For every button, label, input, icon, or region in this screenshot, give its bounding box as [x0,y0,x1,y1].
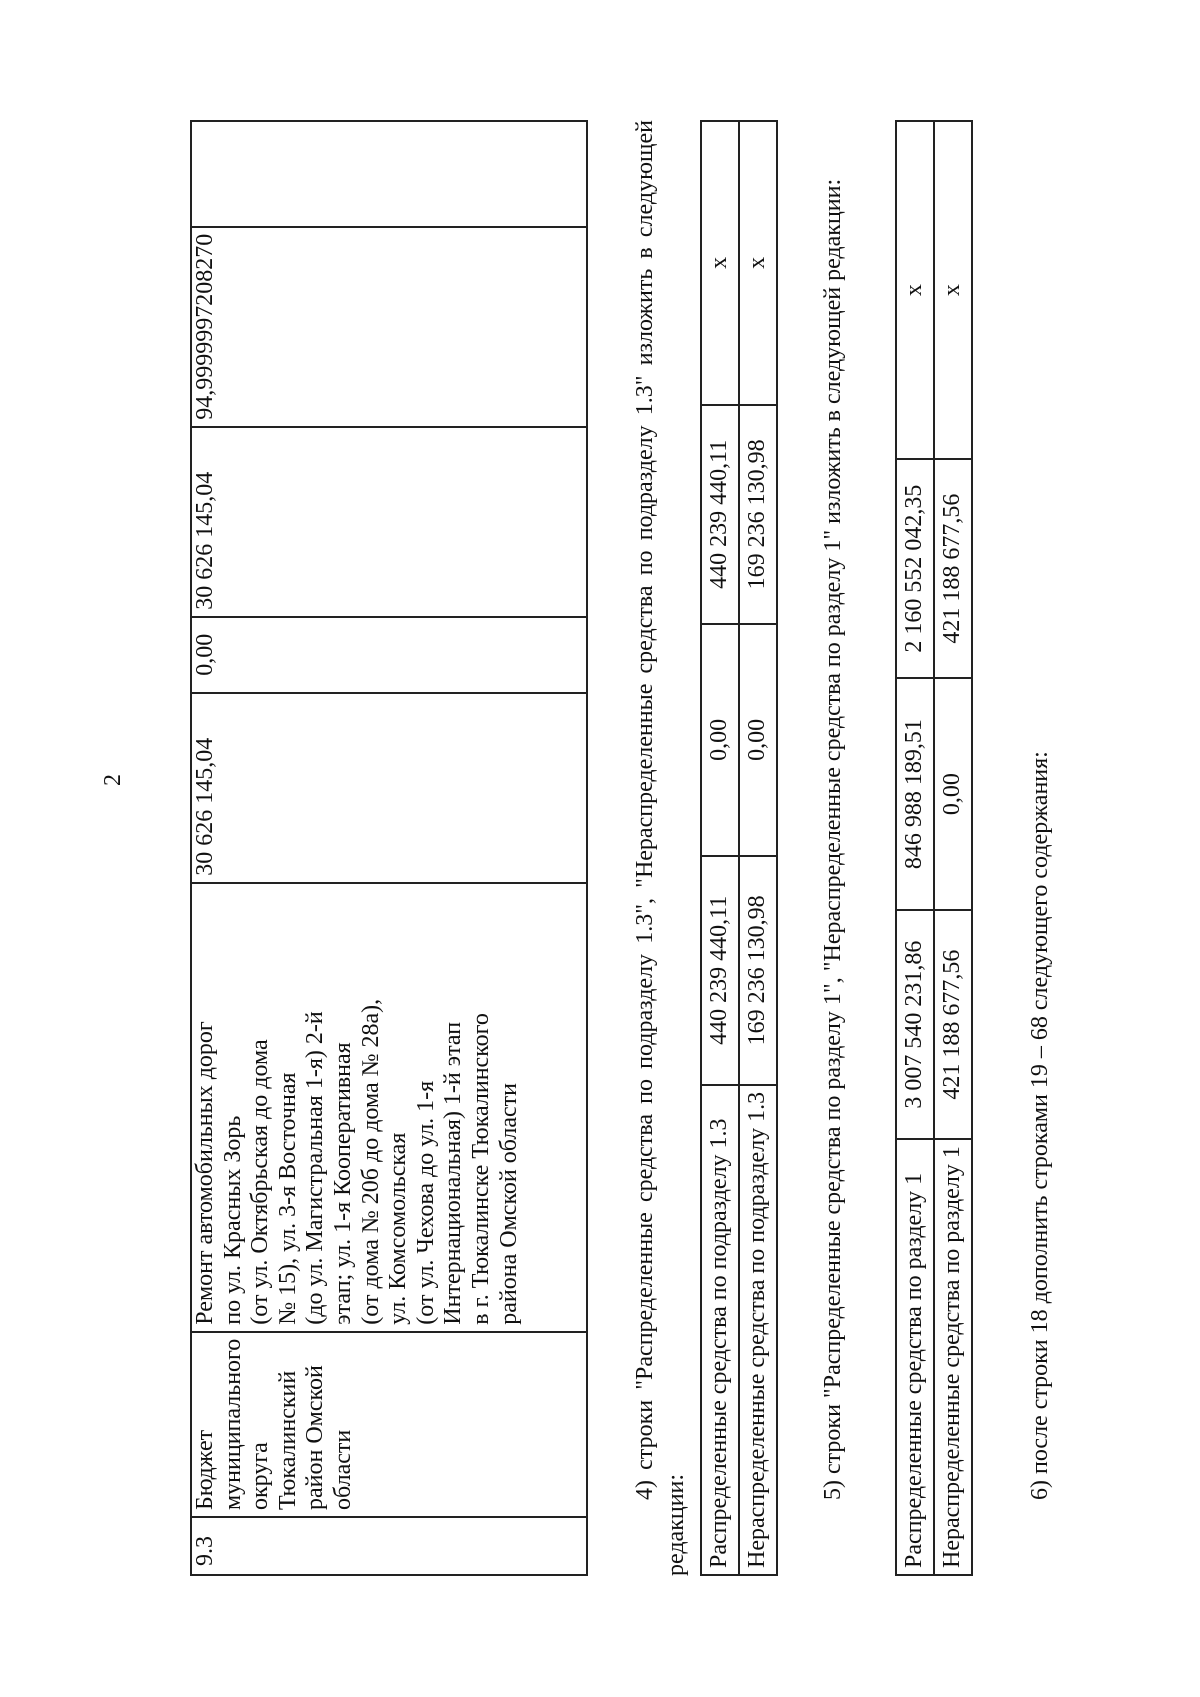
amount-cell: 30 626 145,04 [191,427,587,617]
table-row [191,121,587,1575]
budget-line: муниципального [219,1338,246,1510]
amount-cell: 2 160 552 042,35 [896,459,934,678]
subsection-totals-table [700,120,778,1576]
x-cell: x [934,121,972,459]
object-name-line: этап; ул. 1-я Кооперативная [329,1042,356,1325]
object-name-cell [191,883,587,1332]
x-cell: x [896,121,934,459]
rotated-page [60,68,1140,1628]
table-row [701,121,739,1575]
page-number: 2 [100,774,126,786]
amount-cell: 421 188 677,56 [934,459,972,678]
percent-cell: 94,9999997208270 [191,227,587,427]
object-name-line: Интернациональная) 1-й этап [440,1021,467,1325]
amount-cell: 440 239 440,11 [701,856,739,1085]
object-name-line: (от ул. Октябрьская до дома [247,1039,274,1325]
row-number: 9.3 [191,1517,587,1575]
object-name-line: (до ул. Магистральная 1-я) 2-й [302,1011,329,1325]
amount-cell: 0,00 [701,624,739,856]
budget-line: области [329,1429,356,1510]
paragraph-6-text: 6) после строки 18 дополнить строками 19 – 68 следующего содержания: [1027,751,1053,1500]
row-label: Нераспределенные средства по разделу 1 [934,1139,972,1575]
paragraph-6 [1025,120,1056,1576]
x-cell: x [739,121,777,405]
paragraph-4-text: 4) строки "Распределенные средства по подразделу 1.3", "Нераспределенные средства по подразделу 1.3" изложить в следующей редакции: [632,120,689,1576]
section-totals-table [895,120,973,1576]
amount-cell: 846 988 189,51 [896,678,934,910]
x-cell: x [701,121,739,405]
amount-cell: 169 236 130,98 [739,856,777,1085]
amount-cell: 440 239 440,11 [701,405,739,624]
budget-line: Тюкалинский [274,1370,301,1510]
table-row [739,121,777,1575]
object-name-line: № 15), ул. 3-я Восточная [274,1072,301,1325]
object-name-line: ул. Комсомольская [385,1132,412,1325]
table-row [896,121,934,1575]
empty-cell [191,121,587,227]
row-label: Распределенные средства по подразделу 1.3 [701,1085,739,1575]
row-label: Нераспределенные средства по подразделу 1.3 [739,1085,777,1575]
table-row [934,121,972,1575]
amount-cell: 0,00 [191,617,587,693]
amount-cell: 169 236 130,98 [739,405,777,624]
paragraph-4 [630,120,692,1576]
row-label: Распределенные средства по разделу 1 [896,1139,934,1575]
amount-cell: 3 007 540 231,86 [896,910,934,1139]
budget-line: Бюджет [192,1429,218,1510]
object-name-line: Ремонт автомобильных дорог [192,1021,218,1325]
budget-line: округа [247,1442,274,1510]
total-amount-cell: 30 626 145,04 [191,693,587,883]
object-name-line: в г. Тюкалинске Тюкалинского [467,1013,494,1325]
amount-cell: 0,00 [934,678,972,910]
budget-line: район Омской [302,1365,329,1510]
program-table [190,120,588,1576]
paragraph-5-text: 5) строки "Распределенные средства по разделу 1", "Нераспределенные средства по разделу 1" изложить в следующей редакции: [820,178,846,1500]
paragraph-5 [818,120,849,1576]
object-name-line: района Омской области [495,1083,522,1325]
object-name-line: (от дома № 20б до дома № 28а), [357,998,384,1325]
amount-cell: 0,00 [739,624,777,856]
budget-cell [191,1332,587,1517]
object-name-line: (от ул. Чехова до ул. 1-я [412,1080,439,1325]
object-name-line: по ул. Красных Зорь [219,1115,246,1325]
amount-cell: 421 188 677,56 [934,910,972,1139]
